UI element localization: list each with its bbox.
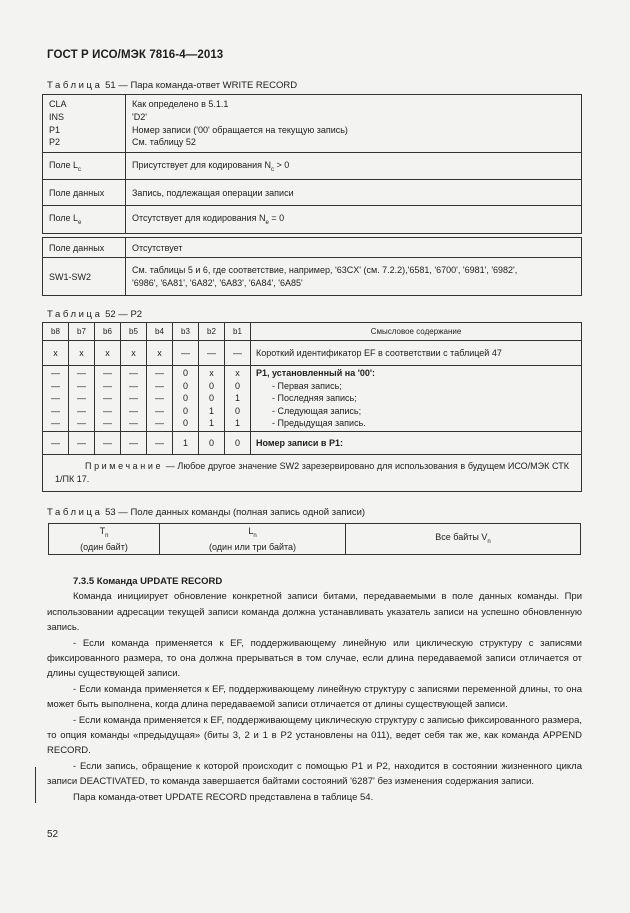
bit-cell: x	[121, 341, 147, 366]
header-b8: b8	[43, 323, 69, 341]
bit-column-b7: — — — — —	[69, 366, 95, 432]
table51-le-label: Поле $L_e$	[43, 206, 126, 234]
bit-cell: —	[121, 432, 147, 455]
table53	[48, 523, 581, 555]
header-b3: b3	[173, 323, 199, 341]
section-body	[47, 574, 582, 805]
paragraph: - Если команда применяется к EF, поддерживающему линейную или циклическую структуру с записями фиксированного размера, то она должна прерываться в том случае, если длина передаваемой записи отличается от длины существующей записи.	[47, 637, 582, 680]
bit-column-b6: — — — — —	[95, 366, 121, 432]
paragraph: - Если команда применяется к EF, поддерживающему циклическую структуру с записью фиксированного размера, то опция команды «предыдущая» (биты 3, 2 и 1 в P2 установлены на 011), ведет себя так же, как команда APPEND RECORD.	[47, 714, 582, 757]
bit-cell: 0	[225, 432, 251, 455]
paragraph: Пара команда-ответ UPDATE RECORD представлена в таблице 54.	[73, 791, 374, 803]
bit-column-b4: — — — — —	[147, 366, 173, 432]
table51	[42, 94, 582, 234]
table53-length-cell: $L_n$ (один или три байта)	[160, 524, 346, 555]
bit-cell: —	[147, 432, 173, 455]
header-b4: b4	[147, 323, 173, 341]
bit-cell: x	[43, 341, 69, 366]
table51-le-value: Отсутствует для кодирования $N_e = 0$	[126, 206, 582, 234]
table52-caption: Таблица 52 — P2	[47, 309, 143, 320]
bit-cell: —	[69, 432, 95, 455]
table51-params: CLA INS P1 P2	[43, 95, 126, 153]
table52-note: Примечание — Любое другое значение SW2 зарезервировано для использования в будущем ИСО/МЭК СТК 1/ПК 17.	[43, 455, 582, 492]
table51-data-label: Поле данных	[43, 180, 126, 206]
header-description: Смысловое содержание	[251, 323, 582, 341]
table51-lc-value: Присутствует для кодирования $N_c > 0$	[126, 153, 582, 180]
table51-resp-data-value: Отсутствует	[126, 238, 582, 258]
group-description: P1, установленный на '00': - Первая запись; - Последняя запись; - Следующая запись; - Предыдущая запись.	[251, 366, 582, 432]
paragraph: Команда инициирует обновление конкретной записи битами, передаваемыми в поле данных команды. При использовании адресации текущей записи команда должна устанавливать указатель записи на успешно обновленную запись.	[47, 591, 582, 634]
change-bar	[35, 767, 36, 803]
page-number: 52	[47, 829, 59, 840]
header-b7: b7	[69, 323, 95, 341]
header-b2: b2	[199, 323, 225, 341]
bit-column-b2: x 0 0 1 1	[199, 366, 225, 432]
table51-data-value: Запись, подлежащая операции записи	[126, 180, 582, 206]
table51-response	[42, 237, 582, 296]
bit-column-b5: — — — — —	[121, 366, 147, 432]
bit-cell: —	[225, 341, 251, 366]
table51-lc-label: Поле $L_c$	[43, 153, 126, 180]
bit-cell: —	[173, 341, 199, 366]
table52	[42, 322, 582, 492]
header-b1: b1	[225, 323, 251, 341]
page-header: ГОСТ Р ИСО/МЭК 7816-4—2013	[47, 49, 224, 61]
table51-caption: Таблица 51 — Пара команда-ответ WRITE RECORD	[47, 80, 298, 91]
bit-column-b3: 0 0 0 0 0	[173, 366, 199, 432]
bit-cell: x	[69, 341, 95, 366]
table51-resp-data-label: Поле данных	[43, 238, 126, 258]
table53-value-cell: Все байты $V_n$	[346, 524, 581, 555]
bit-cell: x	[147, 341, 173, 366]
row1-description: Короткий идентификатор EF в соответствии с таблицей 47	[251, 341, 582, 366]
table51-sw-label: SW1-SW2	[43, 258, 126, 296]
row3-description: Номер записи в P1:	[251, 432, 582, 455]
bit-cell: 1	[173, 432, 199, 455]
table51-param-values: Как определено в 5.1.1 'D2' Номер записи ('00' обращается на текущую запись) См. таблицу 52	[126, 95, 582, 153]
table53-caption: Таблица 53 — Поле данных команды (полная запись одной записи)	[47, 507, 366, 518]
paragraph: - Если запись, обращение к которой происходит с помощью P1 и P2, находится в состоянии жизненного цикла записи DEACTIVATED, то команда завершается байтами состояний '6287' без изменения содержания записи.	[47, 760, 582, 788]
bit-cell: —	[199, 341, 225, 366]
bit-cell: x	[95, 341, 121, 366]
table51-sw-value: См. таблицы 5 и 6, где соответствие, например, '63CX' (см. 7.2.2),'6581, '6700', '6981', '6982', '6986', '6A81', '6A82', '6A83', '6A84', '6A85'	[126, 258, 582, 296]
bit-column-b1: x 0 1 0 1	[225, 366, 251, 432]
section-heading: 7.3.5 Команда UPDATE RECORD	[73, 576, 223, 587]
bit-cell: 0	[199, 432, 225, 455]
bit-cell: —	[43, 432, 69, 455]
table53-tag-cell: $T_n$ (один байт)	[49, 524, 160, 555]
bit-column-b8: — — — — —	[43, 366, 69, 432]
header-b6: b6	[95, 323, 121, 341]
paragraph: - Если команда применяется к EF, поддерживающему линейную структуру с записями переменной длины, то она может быть выполнена, когда длина передаваемой записи отличается от длины существующей записи.	[47, 683, 582, 711]
bit-cell: —	[95, 432, 121, 455]
header-b5: b5	[121, 323, 147, 341]
